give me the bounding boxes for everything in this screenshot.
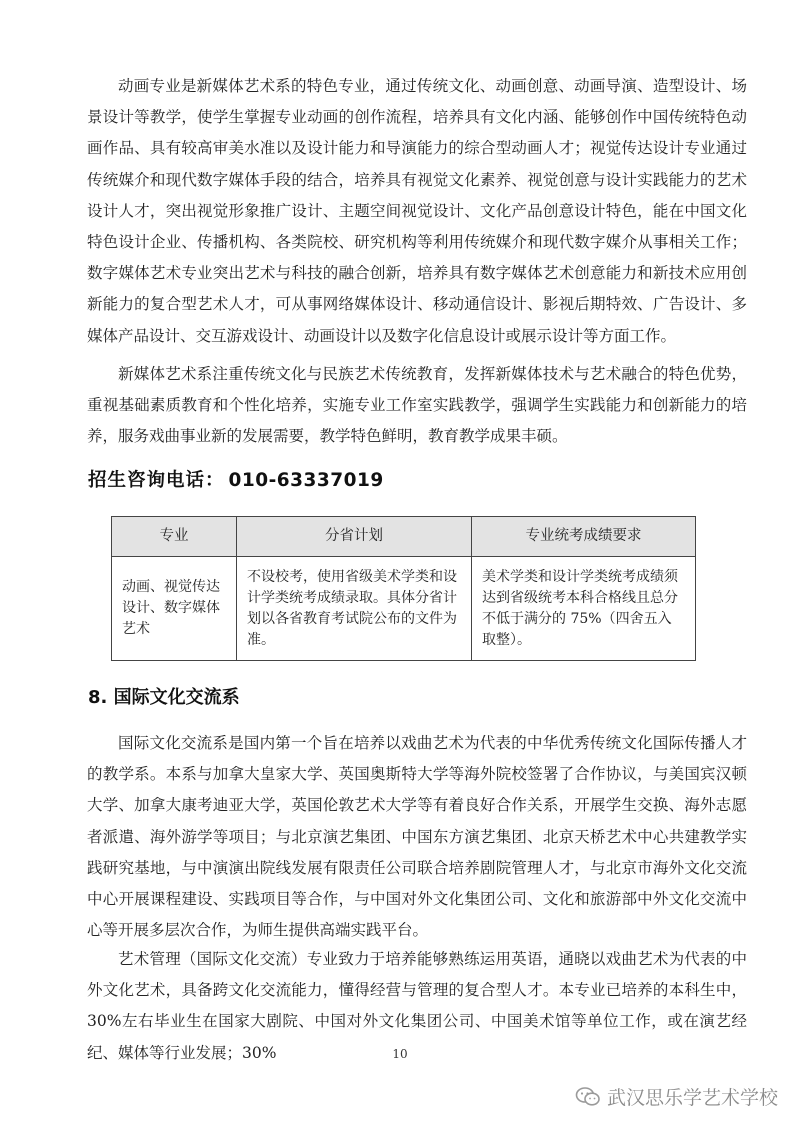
paragraph-new-media-dept: 新媒体艺术系注重传统文化与民族艺术传统教育，发挥新媒体技术与艺术融合的特色优势，重视基础素质教育和个性化培养，实施专业工作室实践教学，强调学生实践能力和创新能力的培养，服务戏曲事业新的发展需要，教学特色鲜明，教育教学成果丰硕。 xyxy=(87,365,747,446)
page-number: 10 xyxy=(392,1047,408,1061)
header-requirement: 专业统考成绩要求 xyxy=(472,517,696,557)
table-row xyxy=(112,557,696,661)
admission-table xyxy=(111,516,696,661)
paragraph-intl-dept: 国际文化交流系是国内第一个旨在培养以戏曲艺术为代表的中华优秀传统文化国际传播人才的教学系。本系与加拿大皇家大学、英国奥斯特大学等海外院校签署了合作协议，与美国宾汉顿大学、加拿大康考迪亚大学，英国伦敦艺术大学等有着良好合作关系，开展学生交换、海外志愿者派遣、海外游学等项目；与北京演艺集团、中国东方演艺集团、北京天桥艺术中心共建教学实践研究基地，与中演演出院线发展有限责任公司联合培养剧院管理人才，与北京市海外文化交流中心开展课程建设、实践项目等合作，与中国对外文化集团公司、文化和旅游部中外文化交流中心等开展多层次合作，为师生提供高端实践平台。 xyxy=(87,734,747,940)
cell-plan: 不设校考，使用省级美术学类和设计学类统考成绩录取。具体分省计划以各省教育考试院公布的文件为准。 xyxy=(237,557,472,661)
watermark xyxy=(575,1083,778,1110)
watermark-text: 武汉思乐学艺术学校 xyxy=(606,1087,778,1109)
section-title: 8. 国际文化交流系 xyxy=(88,687,240,708)
header-plan: 分省计划 xyxy=(237,517,472,557)
hotline-label: 招生咨询电话： xyxy=(88,470,225,491)
wechat-icon xyxy=(575,1086,601,1108)
table-header-row xyxy=(112,517,696,557)
paragraph-arts-management: 艺术管理（国际文化交流）专业致力于培养能够熟练运用英语，通晓以戏曲艺术为代表的中外文化艺术，具备跨文化交流能力，懂得经营与管理的复合型人才。本专业已培养的本科生中，30%左右毕业生在国家大剧院、中国对外文化集团公司、中国美术馆等单位工作，或在演艺经纪、媒体等行业发展；30% xyxy=(87,950,747,1062)
hotline-number: 010-63337019 xyxy=(228,470,384,491)
header-major: 专业 xyxy=(112,517,237,557)
paragraph-animation-major: 动画专业是新媒体艺术系的特色专业，通过传统文化、动画创意、动画导演、造型设计、场景设计等教学，使学生掌握专业动画的创作流程，培养具有文化内涵、能够创作中国传统特色动画作品、具有较高审美水准以及设计能力和导演能力的综合型动画人才；视觉传达设计专业通过传统媒介和现代数字媒体手段的结合，培养具有视觉文化素养、视觉创意与设计实践能力的艺术设计人才，突出视觉形象推广设计、主题空间视觉设计、文化产品创意设计特色，能在中国文化特色设计企业、传播机构、各类院校、研究机构等利用传统媒介和现代数字媒介从事相关工作；数字媒体艺术专业突出艺术与科技的融合创新，培养具有数字媒体艺术创意能力和新技术应用创新能力的复合型艺术人才，可从事网络媒体设计、移动通信设计、影视后期特效、广告设计、多媒体产品设计、交互游戏设计、动画设计以及数字化信息设计或展示设计等方面工作。 xyxy=(87,77,747,345)
admission-hotline xyxy=(88,466,384,492)
cell-major: 动画、视觉传达设计、数字媒体艺术 xyxy=(112,557,237,661)
cell-requirement: 美术学类和设计学类统考成绩须达到省级统考本科合格线且总分不低于满分的 75%（四舍五入取整）。 xyxy=(472,557,696,661)
